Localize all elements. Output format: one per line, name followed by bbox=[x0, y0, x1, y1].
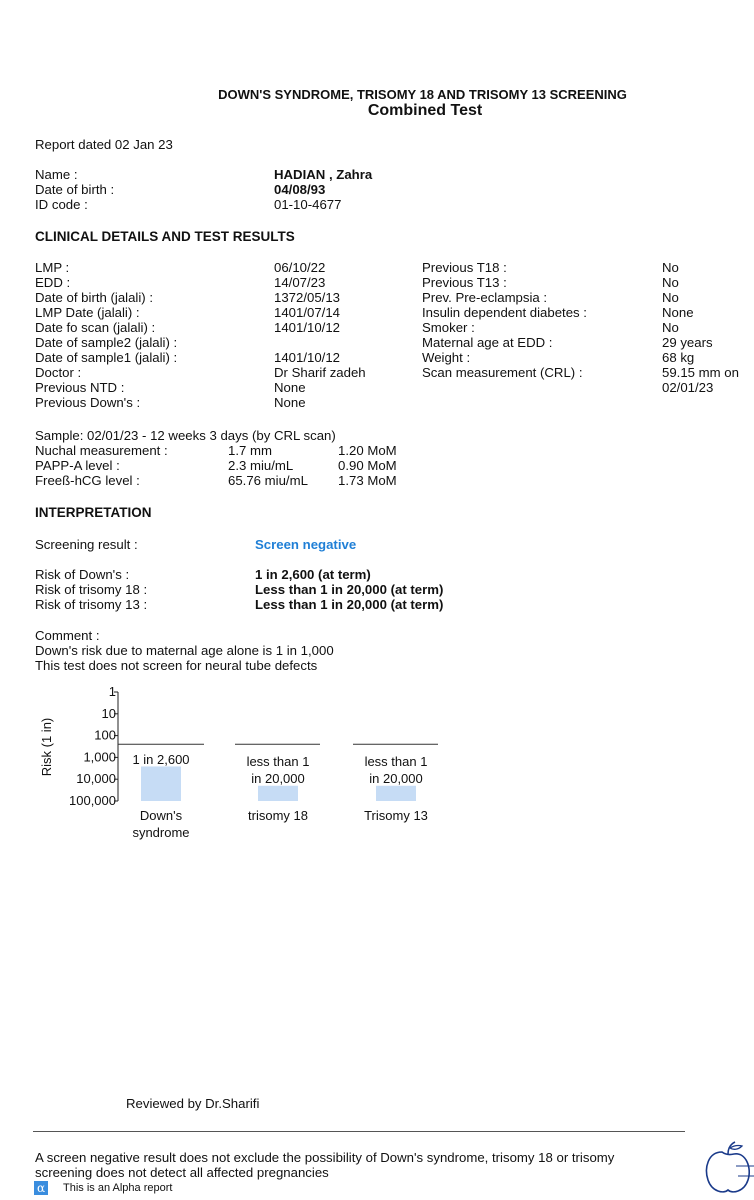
report-subtitle: Combined Test bbox=[367, 102, 483, 119]
y-tick-label: 10 bbox=[101, 705, 116, 721]
risk-label: Risk of Down's : bbox=[35, 567, 130, 582]
y-tick-label: 100 bbox=[94, 727, 116, 743]
clinical-value: None bbox=[274, 395, 306, 410]
clinical-label: Previous Down's : bbox=[35, 395, 141, 410]
interpretation-heading: INTERPRETATION bbox=[35, 505, 152, 520]
clinical-value: None bbox=[662, 305, 694, 320]
comment-line: This test does not screen for neural tube defects bbox=[35, 658, 318, 673]
disclaimer-line: A screen negative result does not exclude the possibility of Down's syndrome, trisomy 18 or trisomy bbox=[35, 1150, 615, 1165]
x-category-label: Down's bbox=[139, 808, 183, 823]
comment-label: Comment : bbox=[35, 628, 100, 643]
risk-chart bbox=[0, 670, 460, 850]
clinical-value: None bbox=[274, 380, 306, 395]
risk-bar bbox=[376, 786, 416, 801]
risk-label: Risk of trisomy 13 : bbox=[35, 597, 148, 612]
sample-value: 65.76 miu/mL bbox=[228, 473, 308, 488]
clinical-label: Scan measurement (CRL) : bbox=[422, 365, 583, 380]
clinical-left-labels bbox=[35, 260, 177, 410]
alpha-note: This is an Alpha report bbox=[63, 1182, 173, 1194]
sample-line: Sample: 02/01/23 - 12 weeks 3 days (by CRL scan) bbox=[35, 428, 336, 443]
sample-label: Freeß-hCG level : bbox=[35, 473, 140, 488]
sample-label: Nuchal measurement : bbox=[35, 443, 168, 458]
risk-bar bbox=[258, 786, 298, 801]
report-date: Report dated 02 Jan 23 bbox=[35, 137, 173, 152]
clinical-value bbox=[274, 335, 366, 350]
clinical-heading: CLINICAL DETAILS AND TEST RESULTS bbox=[35, 229, 295, 244]
clinical-label: Date fo scan (jalali) : bbox=[35, 320, 156, 335]
clinical-value: Dr Sharif zadeh bbox=[274, 365, 366, 380]
x-category-label: trisomy 18 bbox=[248, 808, 308, 823]
bar-data-label: less than 1 bbox=[364, 754, 428, 769]
bar-data-label: in 20,000 bbox=[369, 771, 423, 786]
y-tick-label: 10,000 bbox=[76, 771, 116, 787]
clinical-value: 1401/07/14 bbox=[274, 305, 341, 320]
patient-values bbox=[274, 167, 372, 212]
footer-divider bbox=[33, 1131, 685, 1132]
clinical-right-values bbox=[662, 260, 739, 395]
comment-block bbox=[35, 628, 334, 673]
clinical-left-values bbox=[274, 260, 366, 410]
clinical-label: Previous T13 : bbox=[422, 275, 507, 290]
clinical-value: 06/10/22 bbox=[274, 260, 326, 275]
clinical-value: 02/01/23 bbox=[662, 380, 714, 395]
sample-mom bbox=[338, 443, 397, 488]
clinical-label: Doctor : bbox=[35, 365, 82, 380]
clinical-label: Date of birth (jalali) : bbox=[35, 290, 153, 305]
screening-label: Screening result : bbox=[35, 537, 138, 552]
clinical-value: 1372/05/13 bbox=[274, 290, 341, 305]
clinical-label: EDD : bbox=[35, 275, 71, 290]
patient-id: 01-10-4677 bbox=[274, 197, 342, 212]
clinical-label: Maternal age at EDD : bbox=[422, 335, 553, 350]
sample-values bbox=[228, 443, 308, 488]
bar-data-label: 1 in 2,600 bbox=[132, 752, 190, 767]
clinical-label: Smoker : bbox=[422, 320, 475, 335]
clinical-label: LMP Date (jalali) : bbox=[35, 305, 140, 320]
x-category-label: syndrome bbox=[132, 825, 190, 840]
disclaimer-line: screening does not detect all affected pregnancies bbox=[35, 1165, 329, 1180]
reviewed-by: Reviewed by Dr.Sharifi bbox=[126, 1096, 260, 1111]
x-category-label: Trisomy 13 bbox=[364, 808, 428, 823]
sample-label: PAPP-A level : bbox=[35, 458, 120, 473]
sample-value: 1.7 mm bbox=[228, 443, 272, 458]
sample-value: 2.3 miu/mL bbox=[228, 458, 294, 473]
risk-value: 1 in 2,600 (at term) bbox=[255, 567, 371, 582]
risk-label: Risk of trisomy 18 : bbox=[35, 582, 148, 597]
clinical-value: No bbox=[662, 290, 679, 305]
clinical-value: No bbox=[662, 275, 679, 290]
risk-value: Less than 1 in 20,000 (at term) bbox=[255, 582, 444, 597]
risk-values bbox=[255, 567, 443, 612]
clinical-value: 1401/10/12 bbox=[274, 320, 341, 335]
clinical-value: 29 years bbox=[662, 335, 713, 350]
patient-label: Name : bbox=[35, 167, 78, 182]
clinical-value: 1401/10/12 bbox=[274, 350, 341, 365]
comment-line: Down's risk due to maternal age alone is 1 in 1,000 bbox=[35, 643, 334, 658]
clinical-value: No bbox=[662, 320, 679, 335]
y-axis-label: Risk (1 in) bbox=[39, 717, 54, 777]
clinical-label: Insulin dependent diabetes : bbox=[422, 305, 587, 320]
y-tick-label: 1 bbox=[108, 684, 116, 699]
clinical-label: Weight : bbox=[422, 350, 471, 365]
clinical-value: 14/07/23 bbox=[274, 275, 326, 290]
lab-logo-icon bbox=[700, 1138, 754, 1198]
clinical-label: Previous T18 : bbox=[422, 260, 507, 275]
patient-name: HADIAN , Zahra bbox=[274, 167, 373, 182]
patient-label: Date of birth : bbox=[35, 182, 115, 197]
report-title: DOWN'S SYNDROME, TRISOMY 18 AND TRISOMY 13 SCREENING bbox=[218, 87, 627, 102]
clinical-value: No bbox=[662, 260, 679, 275]
clinical-label: LMP : bbox=[35, 260, 70, 275]
clinical-label: Date of sample1 (jalali) : bbox=[35, 350, 178, 365]
alpha-logo-icon: α bbox=[34, 1181, 48, 1195]
bar-data-label: less than 1 bbox=[246, 754, 310, 769]
clinical-value: 68 kg bbox=[662, 350, 695, 365]
y-tick-label: 1,000 bbox=[83, 749, 116, 765]
risk-bar bbox=[141, 766, 181, 801]
patient-dob: 04/08/93 bbox=[274, 182, 326, 197]
patient-labels bbox=[35, 167, 114, 212]
screening-result: Screen negative bbox=[255, 537, 357, 552]
sample-mom-value: 1.20 MoM bbox=[338, 443, 397, 458]
clinical-right-labels bbox=[422, 260, 587, 380]
patient-label: ID code : bbox=[35, 197, 88, 212]
disclaimer bbox=[35, 1150, 614, 1180]
risk-value: Less than 1 in 20,000 (at term) bbox=[255, 597, 444, 612]
sample-mom-value: 0.90 MoM bbox=[338, 458, 397, 473]
sample-mom-value: 1.73 MoM bbox=[338, 473, 397, 488]
y-tick-label: 100,000 bbox=[69, 793, 116, 808]
clinical-label: Previous NTD : bbox=[35, 380, 125, 395]
bar-data-label: in 20,000 bbox=[251, 771, 305, 786]
clinical-label: Date of sample2 (jalali) : bbox=[35, 335, 178, 350]
risk-labels bbox=[35, 567, 147, 612]
clinical-label: Prev. Pre-eclampsia : bbox=[422, 290, 548, 305]
sample-labels bbox=[35, 443, 168, 488]
clinical-value: 59.15 mm on bbox=[662, 365, 739, 380]
